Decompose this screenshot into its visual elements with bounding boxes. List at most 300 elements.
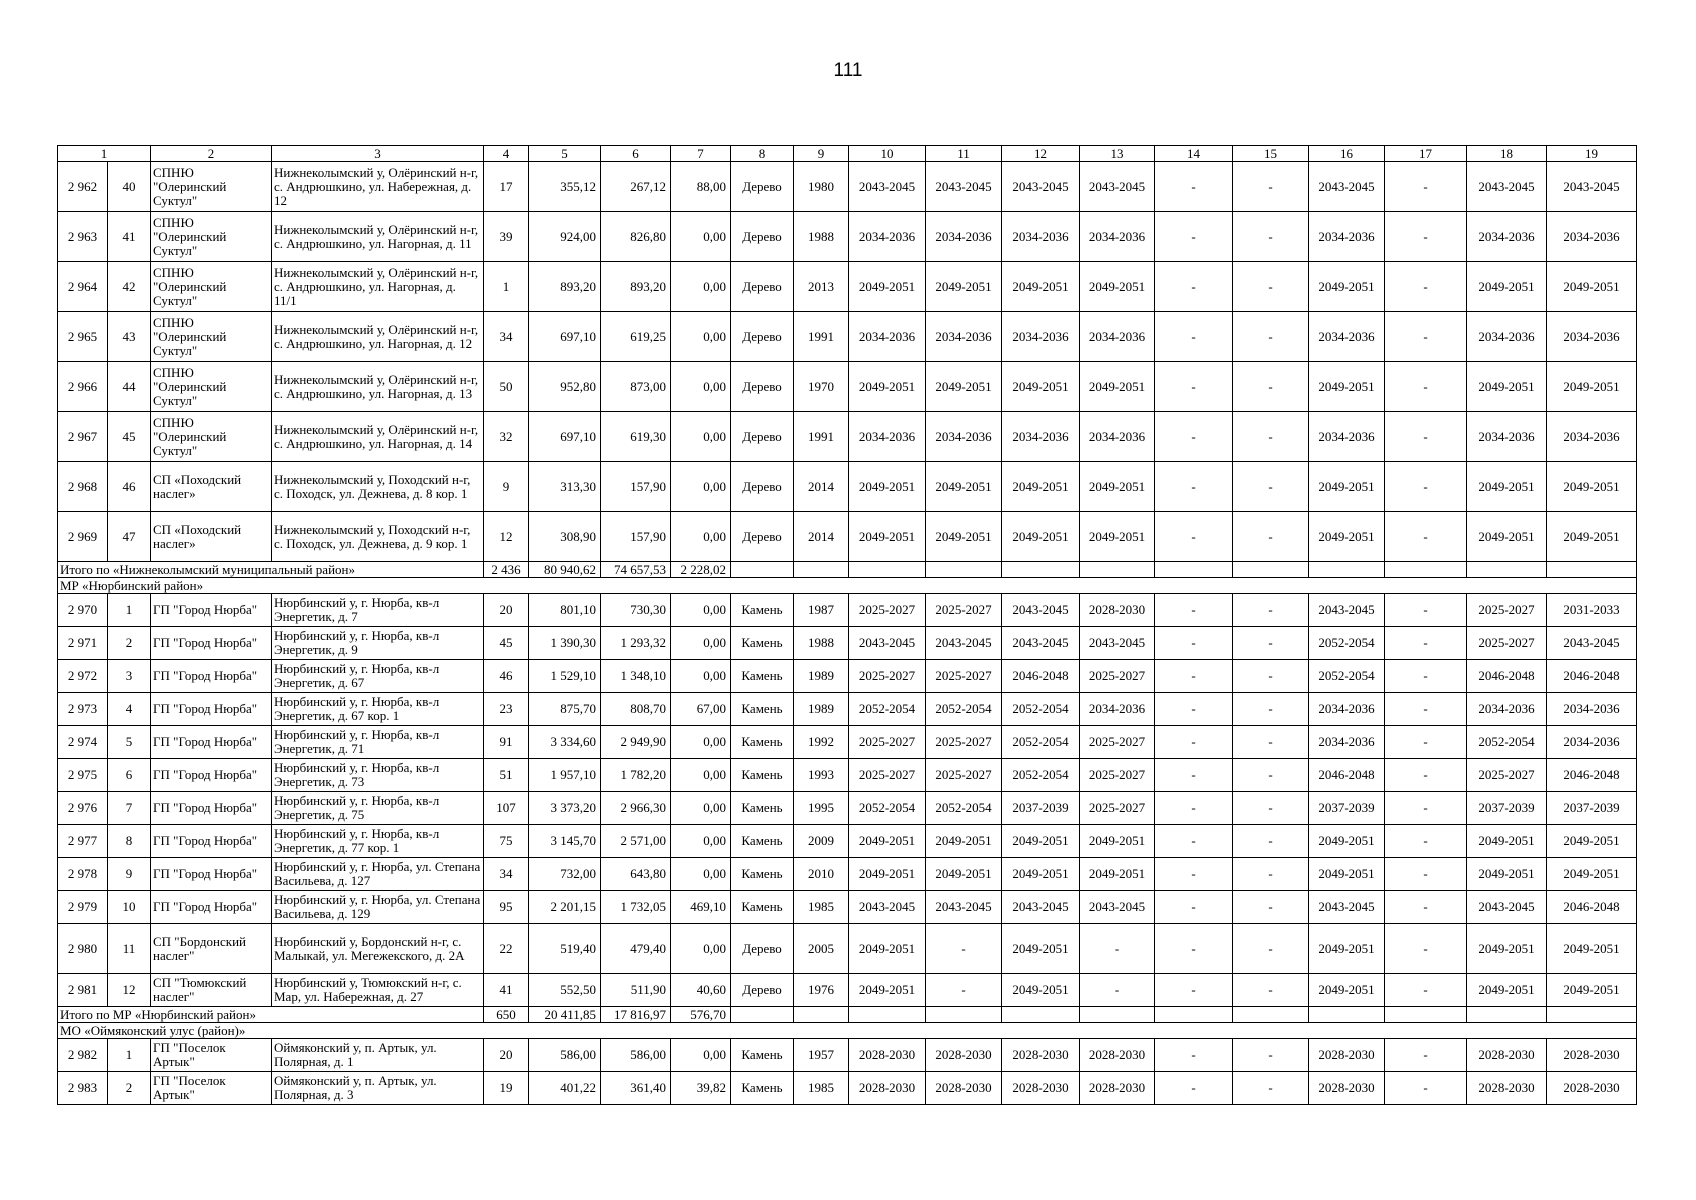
cell-c7: 0,00: [671, 627, 731, 660]
empty-cell: [794, 1007, 849, 1023]
empty-cell: [849, 562, 926, 578]
cell-c5: 552,50: [529, 974, 601, 1007]
cell-c19: 2037-2039: [1547, 792, 1637, 825]
cell-c13: 2034-2036: [1080, 212, 1155, 262]
cell-c12: 2049-2051: [1002, 512, 1080, 562]
cell-c8: Камень: [731, 891, 794, 924]
address-cell: Нюрбинский у, Тюмюкский н-г, с. Мар, ул. Набережная, д. 27: [272, 974, 484, 1007]
cell-c5: 893,20: [529, 262, 601, 312]
sub-number: 43: [108, 312, 151, 362]
address-cell: Нюрбинский у, г. Нюрба, кв-л Энергетик, д. 73: [272, 759, 484, 792]
sub-number: 11: [108, 924, 151, 974]
cell-c14: -: [1155, 759, 1233, 792]
table-row: [58, 462, 1637, 512]
cell-c13: 2043-2045: [1080, 891, 1155, 924]
cell-c19: 2049-2051: [1547, 362, 1637, 412]
cell-c11: 2025-2027: [926, 594, 1002, 627]
registry-number: 2 981: [58, 974, 108, 1007]
cell-c6: 619,25: [601, 312, 671, 362]
cell-c12: 2049-2051: [1002, 462, 1080, 512]
cell-c8: Камень: [731, 1039, 794, 1072]
cell-c10: 2043-2045: [849, 891, 926, 924]
cell-c12: 2043-2045: [1002, 594, 1080, 627]
column-header: 13: [1080, 146, 1155, 162]
cell-c7: 0,00: [671, 212, 731, 262]
sub-number: 4: [108, 693, 151, 726]
cell-c6: 873,00: [601, 362, 671, 412]
empty-cell: [926, 562, 1002, 578]
cell-c15: -: [1233, 825, 1309, 858]
cell-c6: 157,90: [601, 512, 671, 562]
cell-c19: 2028-2030: [1547, 1039, 1637, 1072]
cell-c15: -: [1233, 212, 1309, 262]
column-header: 14: [1155, 146, 1233, 162]
cell-c11: 2052-2054: [926, 693, 1002, 726]
registry-number: 2 967: [58, 412, 108, 462]
empty-cell: [731, 1007, 794, 1023]
cell-c8: Дерево: [731, 974, 794, 1007]
cell-c19: 2049-2051: [1547, 924, 1637, 974]
cell-c5: 1 390,30: [529, 627, 601, 660]
cell-c10: 2025-2027: [849, 759, 926, 792]
cell-c6: 2 966,30: [601, 792, 671, 825]
cell-c18: 2046-2048: [1467, 660, 1547, 693]
cell-c4: 22: [484, 924, 529, 974]
empty-cell: [731, 562, 794, 578]
table-row: [58, 412, 1637, 462]
cell-c11: -: [926, 924, 1002, 974]
registry-number: 2 964: [58, 262, 108, 312]
cell-c6: 730,30: [601, 594, 671, 627]
organization-cell: СПНЮ "Олеринский Суктул": [151, 162, 272, 212]
cell-c16: 2043-2045: [1309, 891, 1385, 924]
cell-c17: -: [1385, 212, 1467, 262]
cell-c10: 2034-2036: [849, 212, 926, 262]
cell-c10: 2034-2036: [849, 312, 926, 362]
cell-c14: -: [1155, 212, 1233, 262]
total-c7: 2 228,02: [671, 562, 731, 578]
cell-c14: -: [1155, 412, 1233, 462]
cell-c18: 2028-2030: [1467, 1072, 1547, 1105]
cell-c13: 2043-2045: [1080, 627, 1155, 660]
registry-number: 2 972: [58, 660, 108, 693]
cell-c7: 88,00: [671, 162, 731, 212]
cell-c17: -: [1385, 924, 1467, 974]
cell-c13: 2049-2051: [1080, 462, 1155, 512]
cell-c9: 1991: [794, 412, 849, 462]
cell-c4: 41: [484, 974, 529, 1007]
cell-c18: 2025-2027: [1467, 627, 1547, 660]
registry-number: 2 962: [58, 162, 108, 212]
cell-c7: 0,00: [671, 262, 731, 312]
cell-c6: 808,70: [601, 693, 671, 726]
cell-c6: 586,00: [601, 1039, 671, 1072]
cell-c12: 2037-2039: [1002, 792, 1080, 825]
column-header: 1: [58, 146, 151, 162]
organization-cell: ГП "Поселок Артык": [151, 1039, 272, 1072]
table-row: [58, 792, 1637, 825]
registry-number: 2 982: [58, 1039, 108, 1072]
cell-c11: 2034-2036: [926, 312, 1002, 362]
cell-c6: 157,90: [601, 462, 671, 512]
cell-c14: -: [1155, 726, 1233, 759]
cell-c9: 1985: [794, 1072, 849, 1105]
cell-c18: 2049-2051: [1467, 362, 1547, 412]
cell-c18: 2043-2045: [1467, 162, 1547, 212]
cell-c7: 0,00: [671, 362, 731, 412]
cell-c4: 34: [484, 858, 529, 891]
cell-c15: -: [1233, 759, 1309, 792]
cell-c15: -: [1233, 262, 1309, 312]
cell-c10: 2034-2036: [849, 412, 926, 462]
cell-c18: 2049-2051: [1467, 825, 1547, 858]
cell-c11: 2052-2054: [926, 792, 1002, 825]
cell-c5: 3 334,60: [529, 726, 601, 759]
cell-c10: 2043-2045: [849, 627, 926, 660]
table-row: [58, 1072, 1637, 1105]
cell-c12: 2028-2030: [1002, 1039, 1080, 1072]
section-title: МР «Нюрбинский район»: [58, 578, 1637, 594]
cell-c18: 2052-2054: [1467, 726, 1547, 759]
cell-c15: -: [1233, 162, 1309, 212]
address-cell: Нюрбинский у, г. Нюрба, кв-л Энергетик, д. 67 кор. 1: [272, 693, 484, 726]
organization-cell: ГП "Город Нюрба": [151, 726, 272, 759]
cell-c8: Дерево: [731, 312, 794, 362]
cell-c4: 20: [484, 594, 529, 627]
cell-c5: 924,00: [529, 212, 601, 262]
cell-c13: 2025-2027: [1080, 792, 1155, 825]
cell-c7: 0,00: [671, 825, 731, 858]
sub-number: 42: [108, 262, 151, 312]
cell-c8: Камень: [731, 594, 794, 627]
cell-c7: 0,00: [671, 726, 731, 759]
cell-c17: -: [1385, 726, 1467, 759]
cell-c11: 2043-2045: [926, 162, 1002, 212]
cell-c17: -: [1385, 627, 1467, 660]
empty-cell: [1155, 1007, 1233, 1023]
cell-c7: 0,00: [671, 512, 731, 562]
cell-c9: 2013: [794, 262, 849, 312]
organization-cell: СПНЮ "Олеринский Суктул": [151, 212, 272, 262]
cell-c5: 355,12: [529, 162, 601, 212]
cell-c6: 643,80: [601, 858, 671, 891]
registry-number: 2 963: [58, 212, 108, 262]
cell-c4: 34: [484, 312, 529, 362]
cell-c10: 2025-2027: [849, 726, 926, 759]
empty-cell: [1547, 562, 1637, 578]
cell-c17: -: [1385, 462, 1467, 512]
cell-c4: 1: [484, 262, 529, 312]
empty-cell: [794, 562, 849, 578]
cell-c16: 2034-2036: [1309, 212, 1385, 262]
organization-cell: СПНЮ "Олеринский Суктул": [151, 412, 272, 462]
column-header: 17: [1385, 146, 1467, 162]
table-row: [58, 162, 1637, 212]
cell-c19: 2049-2051: [1547, 825, 1637, 858]
cell-c19: 2034-2036: [1547, 212, 1637, 262]
cell-c17: -: [1385, 693, 1467, 726]
sub-number: 1: [108, 594, 151, 627]
cell-c10: 2049-2051: [849, 362, 926, 412]
cell-c18: 2043-2045: [1467, 891, 1547, 924]
sub-number: 6: [108, 759, 151, 792]
section-header-row: [58, 578, 1637, 594]
cell-c11: 2028-2030: [926, 1072, 1002, 1105]
cell-c9: 1988: [794, 627, 849, 660]
sub-number: 47: [108, 512, 151, 562]
cell-c5: 801,10: [529, 594, 601, 627]
organization-cell: СПНЮ "Олеринский Суктул": [151, 312, 272, 362]
cell-c10: 2043-2045: [849, 162, 926, 212]
empty-cell: [1233, 1007, 1309, 1023]
cell-c4: 75: [484, 825, 529, 858]
cell-c5: 952,80: [529, 362, 601, 412]
cell-c9: 1987: [794, 594, 849, 627]
table-row: [58, 924, 1637, 974]
cell-c19: 2049-2051: [1547, 462, 1637, 512]
cell-c12: 2049-2051: [1002, 825, 1080, 858]
column-header: 3: [272, 146, 484, 162]
cell-c16: 2043-2045: [1309, 594, 1385, 627]
table-row: [58, 726, 1637, 759]
cell-c18: 2034-2036: [1467, 412, 1547, 462]
cell-c4: 23: [484, 693, 529, 726]
cell-c12: 2052-2054: [1002, 726, 1080, 759]
cell-c11: 2025-2027: [926, 759, 1002, 792]
total-c7: 576,70: [671, 1007, 731, 1023]
cell-c4: 51: [484, 759, 529, 792]
cell-c8: Камень: [731, 792, 794, 825]
cell-c8: Камень: [731, 825, 794, 858]
sub-number: 2: [108, 1072, 151, 1105]
sub-number: 45: [108, 412, 151, 462]
address-cell: Нижнеколымский у, Походский н-г, с. Походск, ул. Дежнева, д. 8 кор. 1: [272, 462, 484, 512]
registry-number: 2 965: [58, 312, 108, 362]
cell-c8: Камень: [731, 627, 794, 660]
organization-cell: СП «Походский наслег»: [151, 462, 272, 512]
cell-c12: 2043-2045: [1002, 627, 1080, 660]
cell-c13: 2028-2030: [1080, 1072, 1155, 1105]
cell-c4: 45: [484, 627, 529, 660]
cell-c12: 2046-2048: [1002, 660, 1080, 693]
cell-c15: -: [1233, 594, 1309, 627]
register-table: [57, 145, 1637, 1105]
cell-c15: -: [1233, 726, 1309, 759]
cell-c14: -: [1155, 924, 1233, 974]
cell-c14: -: [1155, 858, 1233, 891]
registry-number: 2 976: [58, 792, 108, 825]
organization-cell: СПНЮ "Олеринский Суктул": [151, 362, 272, 412]
column-number-row: [58, 146, 1637, 162]
empty-cell: [1309, 562, 1385, 578]
registry-number: 2 977: [58, 825, 108, 858]
cell-c6: 893,20: [601, 262, 671, 312]
cell-c5: 2 201,15: [529, 891, 601, 924]
cell-c14: -: [1155, 512, 1233, 562]
cell-c4: 46: [484, 660, 529, 693]
cell-c18: 2034-2036: [1467, 212, 1547, 262]
cell-c14: -: [1155, 312, 1233, 362]
cell-c11: -: [926, 974, 1002, 1007]
cell-c4: 95: [484, 891, 529, 924]
cell-c5: 586,00: [529, 1039, 601, 1072]
registry-number: 2 968: [58, 462, 108, 512]
organization-cell: СП «Походский наслег»: [151, 512, 272, 562]
cell-c4: 17: [484, 162, 529, 212]
cell-c15: -: [1233, 660, 1309, 693]
cell-c12: 2049-2051: [1002, 362, 1080, 412]
registry-number: 2 979: [58, 891, 108, 924]
table-row: [58, 693, 1637, 726]
cell-c13: 2049-2051: [1080, 362, 1155, 412]
cell-c5: 1 957,10: [529, 759, 601, 792]
total-c4: 2 436: [484, 562, 529, 578]
cell-c19: 2043-2045: [1547, 162, 1637, 212]
address-cell: Нюрбинский у, г. Нюрба, кв-л Энергетик, д. 75: [272, 792, 484, 825]
cell-c15: -: [1233, 1072, 1309, 1105]
cell-c4: 12: [484, 512, 529, 562]
cell-c18: 2049-2051: [1467, 262, 1547, 312]
cell-c14: -: [1155, 792, 1233, 825]
cell-c19: 2034-2036: [1547, 726, 1637, 759]
cell-c7: 0,00: [671, 462, 731, 512]
cell-c14: -: [1155, 462, 1233, 512]
sub-number: 44: [108, 362, 151, 412]
cell-c9: 1995: [794, 792, 849, 825]
column-header: 19: [1547, 146, 1637, 162]
sub-number: 7: [108, 792, 151, 825]
cell-c4: 32: [484, 412, 529, 462]
cell-c19: 2043-2045: [1547, 627, 1637, 660]
cell-c18: 2028-2030: [1467, 1039, 1547, 1072]
cell-c17: -: [1385, 262, 1467, 312]
cell-c6: 619,30: [601, 412, 671, 462]
cell-c11: 2043-2045: [926, 627, 1002, 660]
cell-c16: 2028-2030: [1309, 1072, 1385, 1105]
empty-cell: [1155, 562, 1233, 578]
table-row: [58, 627, 1637, 660]
cell-c18: 2049-2051: [1467, 974, 1547, 1007]
cell-c14: -: [1155, 660, 1233, 693]
cell-c17: -: [1385, 162, 1467, 212]
cell-c7: 39,82: [671, 1072, 731, 1105]
empty-cell: [1467, 562, 1547, 578]
cell-c4: 50: [484, 362, 529, 412]
cell-c13: -: [1080, 974, 1155, 1007]
address-cell: Нюрбинский у, Бордонский н-г, с. Малыкай, ул. Мегежекского, д. 2А: [272, 924, 484, 974]
cell-c14: -: [1155, 825, 1233, 858]
cell-c16: 2052-2054: [1309, 660, 1385, 693]
cell-c8: Дерево: [731, 162, 794, 212]
sub-number: 40: [108, 162, 151, 212]
cell-c17: -: [1385, 412, 1467, 462]
cell-c14: -: [1155, 693, 1233, 726]
cell-c6: 1 293,32: [601, 627, 671, 660]
cell-c8: Камень: [731, 660, 794, 693]
cell-c12: 2049-2051: [1002, 974, 1080, 1007]
cell-c13: 2049-2051: [1080, 512, 1155, 562]
cell-c18: 2034-2036: [1467, 312, 1547, 362]
cell-c17: -: [1385, 792, 1467, 825]
cell-c13: 2034-2036: [1080, 312, 1155, 362]
column-header: 10: [849, 146, 926, 162]
cell-c12: 2028-2030: [1002, 1072, 1080, 1105]
cell-c11: 2025-2027: [926, 726, 1002, 759]
registry-number: 2 980: [58, 924, 108, 974]
sub-number: 9: [108, 858, 151, 891]
organization-cell: СПНЮ "Олеринский Суктул": [151, 262, 272, 312]
address-cell: Оймяконский у, п. Артык, ул. Полярная, д. 1: [272, 1039, 484, 1072]
column-header: 11: [926, 146, 1002, 162]
cell-c12: 2049-2051: [1002, 924, 1080, 974]
address-cell: Нюрбинский у, г. Нюрба, ул. Степана Васильева, д. 129: [272, 891, 484, 924]
cell-c13: 2043-2045: [1080, 162, 1155, 212]
cell-c5: 697,10: [529, 412, 601, 462]
total-c6: 17 816,97: [601, 1007, 671, 1023]
cell-c13: 2025-2027: [1080, 759, 1155, 792]
cell-c9: 1993: [794, 759, 849, 792]
total-c4: 650: [484, 1007, 529, 1023]
cell-c5: 401,22: [529, 1072, 601, 1105]
cell-c6: 479,40: [601, 924, 671, 974]
cell-c13: 2049-2051: [1080, 858, 1155, 891]
total-label: Итого по «Нижнеколымский муниципальный район»: [58, 562, 484, 578]
cell-c14: -: [1155, 891, 1233, 924]
cell-c8: Камень: [731, 858, 794, 891]
table-row: [58, 312, 1637, 362]
cell-c14: -: [1155, 362, 1233, 412]
cell-c17: -: [1385, 362, 1467, 412]
empty-cell: [1467, 1007, 1547, 1023]
cell-c10: 2052-2054: [849, 792, 926, 825]
cell-c12: 2049-2051: [1002, 262, 1080, 312]
cell-c11: 2025-2027: [926, 660, 1002, 693]
address-cell: Оймяконский у, п. Артык, ул. Полярная, д. 3: [272, 1072, 484, 1105]
cell-c19: 2034-2036: [1547, 693, 1637, 726]
cell-c10: 2049-2051: [849, 858, 926, 891]
table-row: [58, 362, 1637, 412]
cell-c5: 732,00: [529, 858, 601, 891]
cell-c12: 2049-2051: [1002, 858, 1080, 891]
cell-c17: -: [1385, 891, 1467, 924]
cell-c9: 1957: [794, 1039, 849, 1072]
cell-c16: 2034-2036: [1309, 726, 1385, 759]
empty-cell: [1080, 562, 1155, 578]
organization-cell: ГП "Город Нюрба": [151, 660, 272, 693]
cell-c7: 0,00: [671, 594, 731, 627]
cell-c16: 2034-2036: [1309, 312, 1385, 362]
table-row: [58, 858, 1637, 891]
organization-cell: ГП "Поселок Артык": [151, 1072, 272, 1105]
cell-c5: 697,10: [529, 312, 601, 362]
cell-c11: 2043-2045: [926, 891, 1002, 924]
cell-c13: 2028-2030: [1080, 1039, 1155, 1072]
cell-c17: -: [1385, 1039, 1467, 1072]
empty-cell: [1080, 1007, 1155, 1023]
organization-cell: ГП "Город Нюрба": [151, 693, 272, 726]
cell-c18: 2034-2036: [1467, 693, 1547, 726]
sub-number: 10: [108, 891, 151, 924]
cell-c9: 2014: [794, 462, 849, 512]
organization-cell: ГП "Город Нюрба": [151, 594, 272, 627]
cell-c18: 2049-2051: [1467, 924, 1547, 974]
column-header: 4: [484, 146, 529, 162]
cell-c9: 2010: [794, 858, 849, 891]
cell-c19: 2049-2051: [1547, 858, 1637, 891]
registry-number: 2 973: [58, 693, 108, 726]
cell-c8: Дерево: [731, 362, 794, 412]
address-cell: Нижнеколымский у, Олёринский н-г, с. Андрюшкино, ул. Нагорная, д. 11/1: [272, 262, 484, 312]
